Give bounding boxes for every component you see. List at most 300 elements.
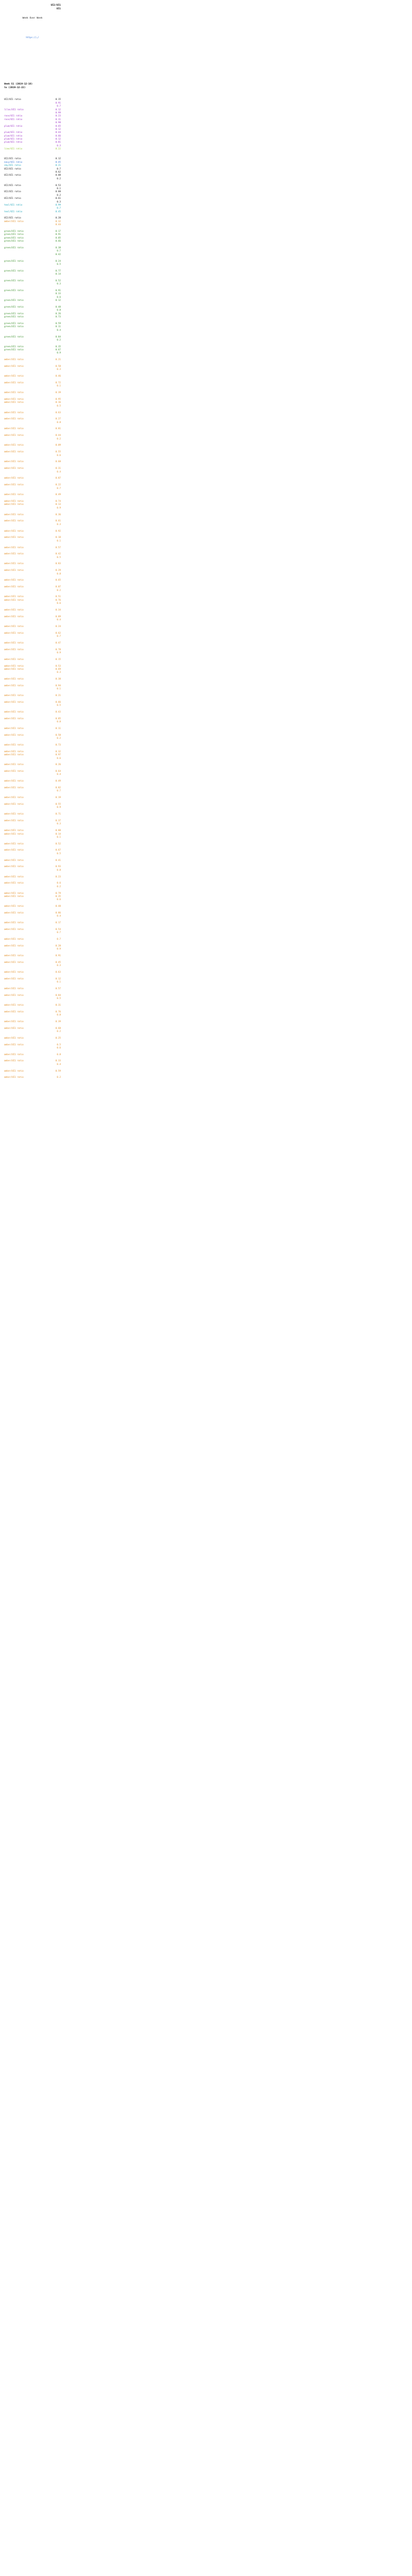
list-item-label: amber/UI1 ratio: [4, 1076, 24, 1079]
list-item-value: 0.58: [55, 365, 61, 368]
list-item-value: 0.05: [55, 236, 61, 239]
list-item-value: 0.31: [55, 467, 61, 470]
list-item: [4, 842, 61, 845]
list-item-value: 0.26: [55, 312, 61, 315]
list-item-label: amber/UI1 ratio: [4, 779, 24, 783]
list-item-label: amber/UI1 ratio: [4, 960, 24, 963]
list-item-value: 0.6: [57, 898, 61, 901]
list-item-value: 0.29: [55, 569, 61, 572]
list-item: [4, 631, 61, 638]
list-item-value: 0.2: [57, 177, 61, 180]
list-item-value: 0.82: [55, 786, 61, 789]
list-item-value: 0.61: [55, 197, 61, 200]
header-link[interactable]: https://…/: [26, 36, 39, 39]
list-item: [4, 197, 61, 200]
list-item-label: green/UI1 ratio: [4, 279, 24, 282]
list-item-label: plum/UI1 ratio: [4, 134, 23, 137]
list-item: [4, 1070, 61, 1073]
list-item-label: amber/UI1 ratio: [4, 684, 24, 687]
list-item: [4, 260, 61, 263]
list-item-value: 0.8: [57, 868, 61, 871]
list-item-value: 0.45: [55, 160, 61, 163]
list-item: [4, 710, 61, 714]
list-item-value: 0.2: [57, 885, 61, 888]
list-item: [4, 417, 61, 420]
list-item: [4, 677, 61, 681]
list-item: [4, 727, 61, 730]
list-item-label: amber/UI1 ratio: [4, 1069, 24, 1072]
list-item-value: 0.59: [55, 1069, 61, 1072]
list-item-label: teal/UI1 ratio: [4, 210, 23, 213]
list-item-value: 0.7: [57, 105, 61, 108]
list-item-value: 0.99: [55, 111, 61, 114]
list-item-value: 0.94: [55, 684, 61, 687]
header-period: Week Over Week: [22, 17, 43, 20]
list-item-value: 0.73: [55, 315, 61, 318]
list-item-value: 0.1: [57, 539, 61, 542]
list-item: [4, 1004, 61, 1007]
list-item-label: amber/UI1 ratio: [4, 927, 24, 930]
list-item-value: 0.8: [57, 1053, 61, 1056]
list-item-value: 0.09: [55, 444, 61, 447]
list-item-value: 0.98: [55, 121, 61, 124]
list-item: [4, 513, 61, 516]
list-item-value: 0.23: [55, 875, 61, 878]
list-item-value: 0.1: [57, 187, 61, 190]
list-item-label: amber/UI1 ratio: [4, 467, 24, 470]
list-item-label: green/UI1 ratio: [4, 315, 24, 318]
list-item: [4, 1059, 61, 1062]
list-item-value: 0.4: [57, 914, 61, 918]
list-item: [4, 684, 61, 687]
list-item: [4, 1076, 61, 1079]
list-item-label: amber/UI1 ratio: [4, 615, 24, 618]
list-item-label: amber/UI1 ratio: [4, 667, 24, 670]
list-item-value: 0.12: [55, 977, 61, 980]
list-item: [4, 928, 61, 931]
list-item-label: amber/UI1 ratio: [4, 1020, 24, 1023]
list-item-label: amber/UI1 ratio: [4, 710, 24, 714]
list-item: [4, 961, 61, 964]
list-item-value: 0.57: [55, 546, 61, 549]
list-item-label: amber/UI1 ratio: [4, 733, 24, 736]
list-item-label: amber/UI1 ratio: [4, 875, 24, 878]
list-item: [4, 849, 61, 852]
list-item: [4, 819, 61, 822]
list-item-value: 0.48: [55, 306, 61, 309]
list-item-value: 0.9: [57, 506, 61, 509]
list-item-value: 0.12: [55, 127, 61, 130]
list-item-label: amber/UI1 ratio: [4, 493, 24, 496]
list-item: [4, 733, 61, 740]
list-item-label: amber/UI1 ratio: [4, 460, 24, 463]
list-item-label: amber/UI1 ratio: [4, 417, 24, 420]
list-item-label: green/UI1 ratio: [4, 269, 24, 272]
list-item: [4, 467, 61, 470]
list-item-value: 0.7: [57, 938, 61, 941]
list-item-value: 0.16: [55, 401, 61, 404]
list-item-value: 0.15: [55, 98, 61, 101]
list-item-label: green/UI1 ratio: [4, 312, 24, 315]
list-item-value: 0.99: [55, 203, 61, 206]
list-item: [4, 658, 61, 661]
list-item: [4, 325, 61, 328]
list-item: [4, 694, 61, 697]
list-item-value: 0.8: [57, 720, 61, 723]
list-item-value: 0.76: [55, 598, 61, 601]
list-item: [4, 375, 61, 378]
list-item-value: 0.46: [55, 375, 61, 378]
list-item-value: 0.21: [55, 358, 61, 361]
list-item: [4, 546, 61, 549]
list-item: [4, 190, 61, 193]
list-item-label: amber/UI1 ratio: [4, 970, 24, 973]
list-item-value: 0.26: [55, 763, 61, 766]
list-item: [4, 987, 61, 990]
list-item-label: UI2/UI1 ratio: [4, 98, 21, 101]
week-range: [4, 82, 61, 94]
list-item-value: 0.12: [55, 138, 61, 141]
list-item-label: amber/UI1 ratio: [4, 608, 24, 611]
list-item: [4, 203, 61, 210]
list-item-value: 0.63: [55, 970, 61, 973]
list-item: [4, 786, 61, 789]
list-item: [4, 833, 61, 836]
list-item-value: 0.14: [55, 273, 61, 276]
list-item: [4, 220, 61, 223]
list-item: [4, 648, 61, 651]
list-item-value: 0.7: [57, 635, 61, 638]
list-item-value: 0.47: [55, 641, 61, 644]
list-item-label: amber/UI1 ratio: [4, 1059, 24, 1062]
list-item: [4, 954, 61, 957]
list-item-value: 0.12: [55, 299, 61, 302]
list-item-label: amber/UI1 ratio: [4, 938, 24, 941]
list-item-label: UI2/UI1 ratio: [4, 183, 21, 187]
list-item: [4, 315, 61, 318]
list-item: [4, 167, 61, 171]
list-item: [4, 483, 61, 486]
report-header: [4, 0, 61, 30]
list-item-label: amber/UI1 ratio: [4, 365, 24, 368]
list-item-value: 0.7: [57, 249, 61, 252]
list-item-label: amber/UI1 ratio: [4, 624, 24, 628]
list-item-value: 0.1: [57, 687, 61, 690]
list-item-value: 0.42: [55, 552, 61, 555]
list-item-value: 0.74: [55, 500, 61, 503]
list-item: [4, 921, 61, 924]
list-item: [4, 401, 61, 404]
list-item-value: 0.4: [57, 470, 61, 473]
list-item: [4, 579, 61, 582]
list-item: [4, 803, 61, 809]
list-item-value: 0.1: [57, 835, 61, 838]
list-item-label: amber/UI1 ratio: [4, 562, 24, 565]
list-item: [4, 519, 61, 522]
list-item-label: green/UI1 ratio: [4, 289, 24, 292]
list-item-value: 0.2: [57, 737, 61, 740]
list-item-value: 0.7: [57, 789, 61, 792]
list-item: [4, 1037, 61, 1040]
list-item-label: amber/UI1 ratio: [4, 743, 24, 746]
list-item-value: 0.44: [55, 131, 61, 134]
list-item: [4, 641, 61, 645]
list-item-value: 0.19: [55, 796, 61, 799]
list-item-value: 0.45: [55, 960, 61, 963]
list-item: [4, 859, 61, 862]
list-item: [4, 141, 61, 144]
list-item-label: green/UI1 ratio: [4, 325, 24, 328]
list-item-label: green/UI1 ratio: [4, 348, 24, 351]
list-item-label: amber/UI1 ratio: [4, 519, 24, 522]
list-item-value: 0.5: [57, 1043, 61, 1046]
list-item-value: 0.7: [57, 486, 61, 489]
list-item-value: 0.55: [55, 803, 61, 805]
list-item-value: 0.11: [55, 727, 61, 730]
list-item: [4, 427, 61, 430]
list-item: [4, 585, 61, 588]
list-item-label: UI2/UI1 ratio: [4, 174, 21, 177]
list-item: [4, 717, 61, 720]
list-item: [4, 615, 61, 618]
list-item-label: amber/UI1 ratio: [4, 763, 24, 766]
list-item-label: amber/UI1 ratio: [4, 842, 24, 845]
list-item-value: 0.83: [55, 562, 61, 565]
list-item-label: amber/UI1 ratio: [4, 894, 24, 897]
list-item: [4, 977, 61, 980]
list-item: [4, 895, 61, 898]
list-item-value: 0.6: [57, 1046, 61, 1049]
list-item-value: 0.55: [55, 450, 61, 453]
list-item-label: green/UI1 ratio: [4, 299, 24, 302]
list-item-value: 0.13: [55, 503, 61, 506]
list-item-value: 0.8: [57, 420, 61, 423]
list-item-value: 0.59: [55, 321, 61, 325]
list-item-label: amber/UI1 ratio: [4, 358, 24, 361]
list-item-value: 0.84: [55, 335, 61, 338]
list-item-value: 0.9: [57, 651, 61, 654]
list-item-label: amber/UI1 ratio: [4, 753, 24, 756]
list-item: [4, 796, 61, 799]
list-item: [4, 530, 61, 533]
list-item-label: amber/UI1 ratio: [4, 375, 24, 378]
list-item-value: 0.52: [55, 279, 61, 282]
list-item-value: 0.58: [55, 733, 61, 736]
list-item-label: amber/UI1 ratio: [4, 1010, 24, 1013]
list-item-value: 0.2: [57, 1076, 61, 1079]
list-item: [4, 536, 61, 539]
list-item-value: 0.35: [55, 894, 61, 897]
list-item-value: 0.28: [55, 216, 61, 219]
list-item-value: 0.9: [57, 351, 61, 354]
list-item: [4, 493, 61, 496]
week-end: to (2019-12-22): [4, 87, 26, 90]
list-item-label: green/UI1 ratio: [4, 306, 24, 309]
list-item-label: amber/UI1 ratio: [4, 993, 24, 996]
list-item-value: 0.1: [57, 980, 61, 984]
list-item-value: 0.42: [55, 252, 61, 256]
list-item-label: amber/UI1 ratio: [4, 911, 24, 914]
list-item-value: 0.7: [57, 167, 61, 170]
list-item-value: 0.5: [57, 555, 61, 558]
list-item-value: 0.5: [57, 404, 61, 407]
list-item-label: amber/UI1 ratio: [4, 1036, 24, 1039]
list-item: [4, 269, 61, 276]
list-item-label: amber/UI1 ratio: [4, 648, 24, 651]
list-item: [4, 569, 61, 572]
list-item: [4, 306, 61, 312]
list-item: [4, 882, 61, 885]
list-item-label: amber/UI1 ratio: [4, 700, 24, 703]
list-item-value: 0.2: [57, 437, 61, 440]
list-item-value: 0.4: [57, 618, 61, 621]
list-item-label: green/UI1 ratio: [4, 236, 24, 239]
list-item-label: amber/UI1 ratio: [4, 891, 24, 894]
list-item-value: 0.66: [55, 134, 61, 137]
list-item-label: amber/UI1 ratio: [4, 796, 24, 799]
list-item-label: amber/UI1 ratio: [4, 641, 24, 644]
list-item-label: amber/UI1 ratio: [4, 529, 24, 532]
list-item: [4, 875, 61, 878]
list-item-value: 0.6: [57, 602, 61, 605]
list-item-label: amber/UI1 ratio: [4, 219, 24, 223]
list-item-label: green/UI1 ratio: [4, 240, 24, 243]
header-title: UI2/UI1: [50, 4, 61, 7]
list-item-label: amber/UI1 ratio: [4, 483, 24, 486]
list-item-value: 0.45: [55, 210, 61, 213]
list-item-value: 0.63: [55, 411, 61, 414]
list-item-value: 0.49: [55, 779, 61, 783]
list-item-value: 0.53: [55, 183, 61, 187]
list-item: [4, 240, 61, 243]
list-item: [4, 450, 61, 453]
list-item-value: 0.15: [55, 657, 61, 660]
list-item-value: 0.8: [57, 1013, 61, 1016]
list-item-value: 0.9: [57, 947, 61, 951]
list-item: [4, 667, 61, 674]
list-item-value: 0.91: [55, 954, 61, 957]
list-item-label: amber/UI1 ratio: [4, 657, 24, 660]
list-item-value: 0.65: [55, 124, 61, 127]
list-item-label: amber/UI1 ratio: [4, 832, 24, 835]
list-item-value: 0.3: [57, 671, 61, 674]
list-item-value: 0.64: [55, 770, 61, 773]
list-item-label: amber/UI1 ratio: [4, 727, 24, 730]
list-item-label: amber/UI1 ratio: [4, 865, 24, 868]
list-item-label: green/UI1 ratio: [4, 233, 24, 236]
list-item: [4, 993, 61, 1000]
list-item-value: 0.2: [57, 193, 61, 196]
list-item-label: amber/UI1 ratio: [4, 677, 24, 681]
list-item: [4, 108, 61, 111]
list-item-value: 0.3: [57, 368, 61, 371]
list-item-value: 0.4: [57, 1062, 61, 1065]
list-item-value: 0.61: [55, 519, 61, 522]
list-item-label: plum/UI1 ratio: [4, 138, 23, 141]
list-item-label: UI2/UI1 ratio: [4, 167, 21, 170]
list-item-label: amber/UI1 ratio: [4, 717, 24, 720]
list-item-value: 0.44: [55, 434, 61, 437]
report-column: [4, 0, 61, 1079]
list-item-label: amber/UI1 ratio: [4, 770, 24, 773]
list-item: [4, 335, 61, 338]
list-item-value: 0.39: [55, 1020, 61, 1023]
list-item-label: amber/UI1 ratio: [4, 631, 24, 634]
ratio-list: [4, 98, 61, 1079]
list-item-label: amber/UI1 ratio: [4, 381, 24, 384]
list-item-value: 0.72: [55, 381, 61, 384]
list-item-label: UI2/UI1 ratio: [4, 197, 21, 200]
list-item: [4, 279, 61, 282]
list-item: [4, 598, 61, 605]
list-item: [4, 503, 61, 506]
list-item-value: 0.5: [57, 997, 61, 1000]
list-item-label: amber/UI1 ratio: [4, 401, 24, 404]
list-item-label: green/UI1 ratio: [4, 321, 24, 325]
list-item-label: amber/UI1 ratio: [4, 513, 24, 516]
list-item: [4, 210, 61, 213]
list-item-value: 0.97: [55, 753, 61, 756]
list-item-value: 0.62: [55, 171, 61, 173]
list-item-value: 0.24: [55, 259, 61, 262]
list-item-value: 0.33: [55, 292, 61, 295]
list-item-value: 0.54: [55, 927, 61, 930]
list-item-value: 0.3: [57, 282, 61, 285]
list-item-value: 0.62: [55, 631, 61, 634]
list-item-value: 0.8: [57, 309, 61, 312]
list-item-value: 0.31: [55, 117, 61, 121]
list-item-label: UI2/UI1 ratio: [4, 216, 21, 219]
list-item-value: 0.18: [55, 536, 61, 539]
list-item-label: amber/UI1 ratio: [4, 569, 24, 572]
list-item-value: 0.91: [55, 101, 61, 104]
list-item-value: 0.11: [55, 325, 61, 328]
list-item: [4, 358, 61, 361]
list-item-label: amber/UI1 ratio: [4, 585, 24, 588]
list-item-value: 0.4: [57, 328, 61, 331]
list-item-label: amber/UI1 ratio: [4, 444, 24, 447]
list-item: [4, 911, 61, 914]
list-item-value: 0.07: [55, 585, 61, 588]
list-item-value: 0.78: [55, 648, 61, 651]
list-item-label: amber/UI1 ratio: [4, 977, 24, 980]
list-item-label: amber/UI1 ratio: [4, 849, 24, 852]
list-item-label: plum/UI1 ratio: [4, 124, 23, 127]
list-item: [4, 753, 61, 756]
list-item-value: 0.6: [57, 882, 61, 885]
list-item-value: 0.67: [55, 849, 61, 852]
list-item-value: 0.27: [55, 417, 61, 420]
list-item: [4, 552, 61, 555]
list-item-value: 0.3: [57, 822, 61, 825]
list-item-value: 0.3: [57, 522, 61, 526]
list-item-label: green/UI1 ratio: [4, 259, 24, 262]
list-item-value: 0.32: [55, 219, 61, 223]
list-item-value: 0.21: [55, 164, 61, 167]
list-item-value: 0.17: [55, 230, 61, 233]
list-item-value: 0.32: [55, 750, 61, 753]
list-item-label: amber/UI1 ratio: [4, 905, 24, 908]
list-item: [4, 608, 61, 612]
list-item: [4, 348, 61, 351]
list-item-label: amber/UI1 ratio: [4, 944, 24, 947]
list-item: [4, 411, 61, 414]
list-item-value: 0.85: [55, 717, 61, 720]
list-item-value: 0.71: [55, 812, 61, 816]
list-item-label: green/UI1 ratio: [4, 345, 24, 348]
list-item-label: amber/UI1 ratio: [4, 434, 24, 437]
list-item-value: 0.25: [55, 1036, 61, 1039]
